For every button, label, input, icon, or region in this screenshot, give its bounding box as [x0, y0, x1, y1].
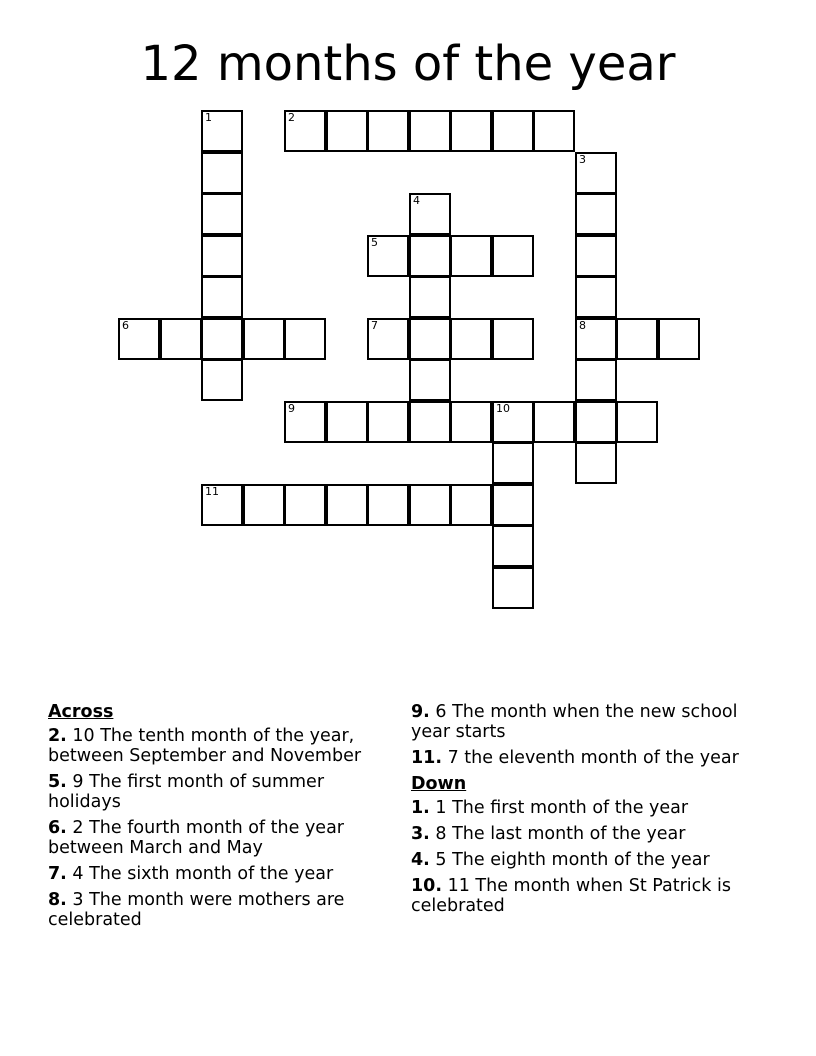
grid-cell[interactable] — [367, 484, 409, 526]
clue-number: 3. — [411, 824, 430, 844]
clue-number-label: 4 — [413, 194, 420, 207]
down-clue — [411, 798, 771, 818]
clue-text: 3 The month were mothers are celebrated — [48, 890, 345, 930]
grid-cell[interactable] — [575, 276, 617, 318]
grid-cell[interactable] — [367, 401, 409, 443]
clue-text: 6 The month when the new school year starts — [411, 702, 738, 742]
grid-cell[interactable] — [492, 235, 534, 277]
grid-cell[interactable] — [450, 484, 492, 526]
grid-cell[interactable] — [243, 484, 285, 526]
clue-text: 1 The first month of the year — [429, 798, 689, 818]
grid-cell[interactable] — [492, 567, 534, 609]
clue-number-label: 3 — [579, 153, 586, 166]
grid-cell[interactable] — [658, 318, 700, 360]
clue-text: 2 The fourth month of the year between March and May — [48, 818, 344, 858]
clue-number-label: 8 — [579, 319, 586, 332]
grid-cell[interactable] — [367, 110, 409, 152]
clue-number: 10. — [411, 876, 443, 896]
clue-number-label: 7 — [371, 319, 378, 332]
across-clue — [48, 818, 393, 858]
grid-cell[interactable] — [450, 110, 492, 152]
grid-cell[interactable] — [326, 110, 368, 152]
across-clue — [48, 726, 393, 766]
grid-cell[interactable] — [575, 193, 617, 235]
grid-cell[interactable] — [492, 318, 534, 360]
grid-cell[interactable] — [284, 318, 326, 360]
grid-cell[interactable] — [201, 110, 243, 152]
across-clue — [48, 890, 393, 930]
grid-cell[interactable] — [326, 484, 368, 526]
grid-cell[interactable] — [575, 359, 617, 401]
grid-cell[interactable] — [409, 401, 451, 443]
grid-cell[interactable] — [243, 318, 285, 360]
clue-text: 5 The eighth month of the year — [429, 850, 710, 870]
grid-cell[interactable] — [616, 401, 658, 443]
clue-text: 9 The first month of summer holidays — [48, 772, 325, 812]
across-clue — [48, 864, 393, 884]
grid-cell[interactable] — [450, 235, 492, 277]
clue-number: 7. — [48, 864, 67, 884]
clue-text: 10 The tenth month of the year, between September and November — [48, 726, 362, 766]
down-clue — [411, 824, 771, 844]
grid-cell[interactable] — [409, 276, 451, 318]
grid-cell[interactable] — [284, 110, 326, 152]
grid-cell[interactable] — [201, 152, 243, 194]
clue-number: 4. — [411, 850, 430, 870]
clue-text: 7 the eleventh month of the year — [442, 748, 739, 768]
clue-text: 8 The last month of the year — [429, 824, 686, 844]
clue-number: 2. — [48, 726, 67, 746]
grid-cell[interactable] — [616, 318, 658, 360]
grid-cell[interactable] — [367, 235, 409, 277]
grid-cell[interactable] — [575, 318, 617, 360]
clue-number-label: 9 — [288, 402, 295, 415]
down-clue — [411, 850, 771, 870]
clue-number-label: 11 — [205, 485, 219, 498]
clue-number: 11. — [411, 748, 443, 768]
grid-cell[interactable] — [160, 318, 202, 360]
across-clue — [48, 772, 393, 812]
across-clue — [411, 702, 771, 742]
page-title: 12 months of the year — [140, 36, 676, 92]
grid-cell[interactable] — [409, 235, 451, 277]
grid-cell[interactable] — [492, 110, 534, 152]
grid-cell[interactable] — [409, 110, 451, 152]
grid-cell[interactable] — [450, 401, 492, 443]
clue-number: 8. — [48, 890, 67, 910]
clues-column-right — [411, 702, 771, 922]
down-clue — [411, 876, 771, 916]
grid-cell[interactable] — [409, 318, 451, 360]
grid-cell[interactable] — [575, 442, 617, 484]
grid-cell[interactable] — [284, 401, 326, 443]
grid-cell[interactable] — [492, 401, 534, 443]
grid-cell[interactable] — [533, 401, 575, 443]
clue-number-label: 2 — [288, 111, 295, 124]
grid-cell[interactable] — [201, 193, 243, 235]
grid-cell[interactable] — [450, 318, 492, 360]
clue-number: 5. — [48, 772, 67, 792]
clue-number: 1. — [411, 798, 430, 818]
grid-cell[interactable] — [201, 318, 243, 360]
grid-cell[interactable] — [409, 484, 451, 526]
grid-cell[interactable] — [201, 235, 243, 277]
grid-cell[interactable] — [575, 152, 617, 194]
grid-cell[interactable] — [575, 401, 617, 443]
clue-number-label: 1 — [205, 111, 212, 124]
clue-number-label: 10 — [496, 402, 510, 415]
grid-cell[interactable] — [575, 235, 617, 277]
grid-cell[interactable] — [409, 359, 451, 401]
grid-cell[interactable] — [201, 484, 243, 526]
clue-number-label: 6 — [122, 319, 129, 332]
across-heading: Across — [48, 702, 114, 722]
grid-cell[interactable] — [533, 110, 575, 152]
down-heading: Down — [411, 774, 467, 794]
grid-cell[interactable] — [367, 318, 409, 360]
grid-cell[interactable] — [201, 359, 243, 401]
clue-text: 4 The sixth month of the year — [66, 864, 334, 884]
across-clue — [411, 748, 771, 768]
clue-number: 9. — [411, 702, 430, 722]
clue-number: 6. — [48, 818, 67, 838]
grid-cell[interactable] — [118, 318, 160, 360]
grid-cell[interactable] — [201, 276, 243, 318]
grid-cell[interactable] — [492, 484, 534, 526]
grid-cell[interactable] — [409, 193, 451, 235]
grid-cell[interactable] — [284, 484, 326, 526]
clues-column-left — [48, 702, 393, 936]
grid-cell[interactable] — [492, 442, 534, 484]
clue-number-label: 5 — [371, 236, 378, 249]
grid-cell[interactable] — [492, 525, 534, 567]
clue-text: 11 The month when St Patrick is celebrated — [411, 876, 731, 916]
grid-cell[interactable] — [326, 401, 368, 443]
